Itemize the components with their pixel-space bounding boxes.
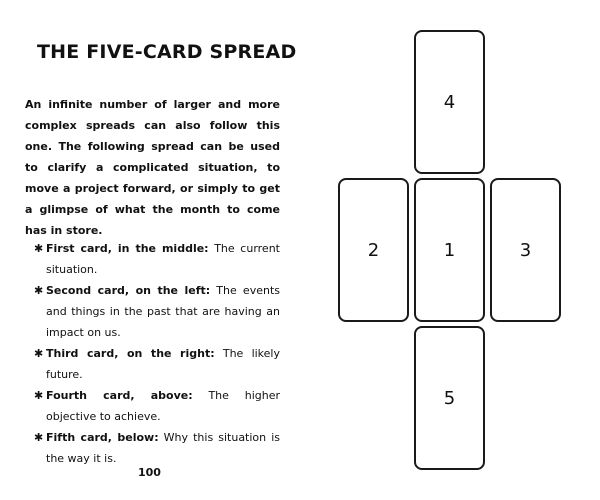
list-item-desc: The higher objective to achieve. — [46, 389, 280, 423]
asterisk-icon: ✱ — [34, 389, 44, 402]
card-left: 2 — [338, 178, 409, 322]
list-item — [34, 385, 280, 427]
asterisk-icon: ✱ — [34, 347, 44, 360]
list-item-lead: Third card, on the right: — [46, 347, 215, 360]
list-item — [34, 343, 280, 385]
intro-paragraph: An infinite number of larger and more complex spreads can also follow this one. The following spread can be used to clarify a complicated situation, to move a project forward, or simply to get a glimpse of what the month to come has in store. — [25, 98, 280, 237]
list-item-lead: Second card, on the left: — [46, 284, 211, 297]
list-item-lead: First card, in the middle: — [46, 242, 209, 255]
list-item-desc: Why this situation is the way it is. — [46, 431, 280, 465]
card-center: 1 — [414, 178, 485, 322]
list-item-desc: The current situation. — [46, 242, 280, 276]
card-top: 4 — [414, 30, 485, 174]
card-position-list — [34, 238, 280, 469]
list-item — [34, 427, 280, 469]
list-item — [34, 280, 280, 343]
list-item-desc: The events and things in the past that are having an impact on us. — [46, 284, 280, 339]
card-right: 3 — [490, 178, 561, 322]
card-bottom: 5 — [414, 326, 485, 470]
asterisk-icon: ✱ — [34, 284, 44, 297]
page-title: THE FIVE-CARD SPREAD — [37, 41, 297, 63]
asterisk-icon: ✱ — [34, 431, 44, 444]
list-item-lead: Fourth card, above: — [46, 389, 193, 402]
asterisk-icon: ✱ — [34, 242, 44, 255]
page-number: 100 — [138, 466, 161, 479]
list-item-desc: The likely future. — [46, 347, 280, 381]
list-item-lead: Fifth card, below: — [46, 431, 159, 444]
list-item — [34, 238, 280, 280]
